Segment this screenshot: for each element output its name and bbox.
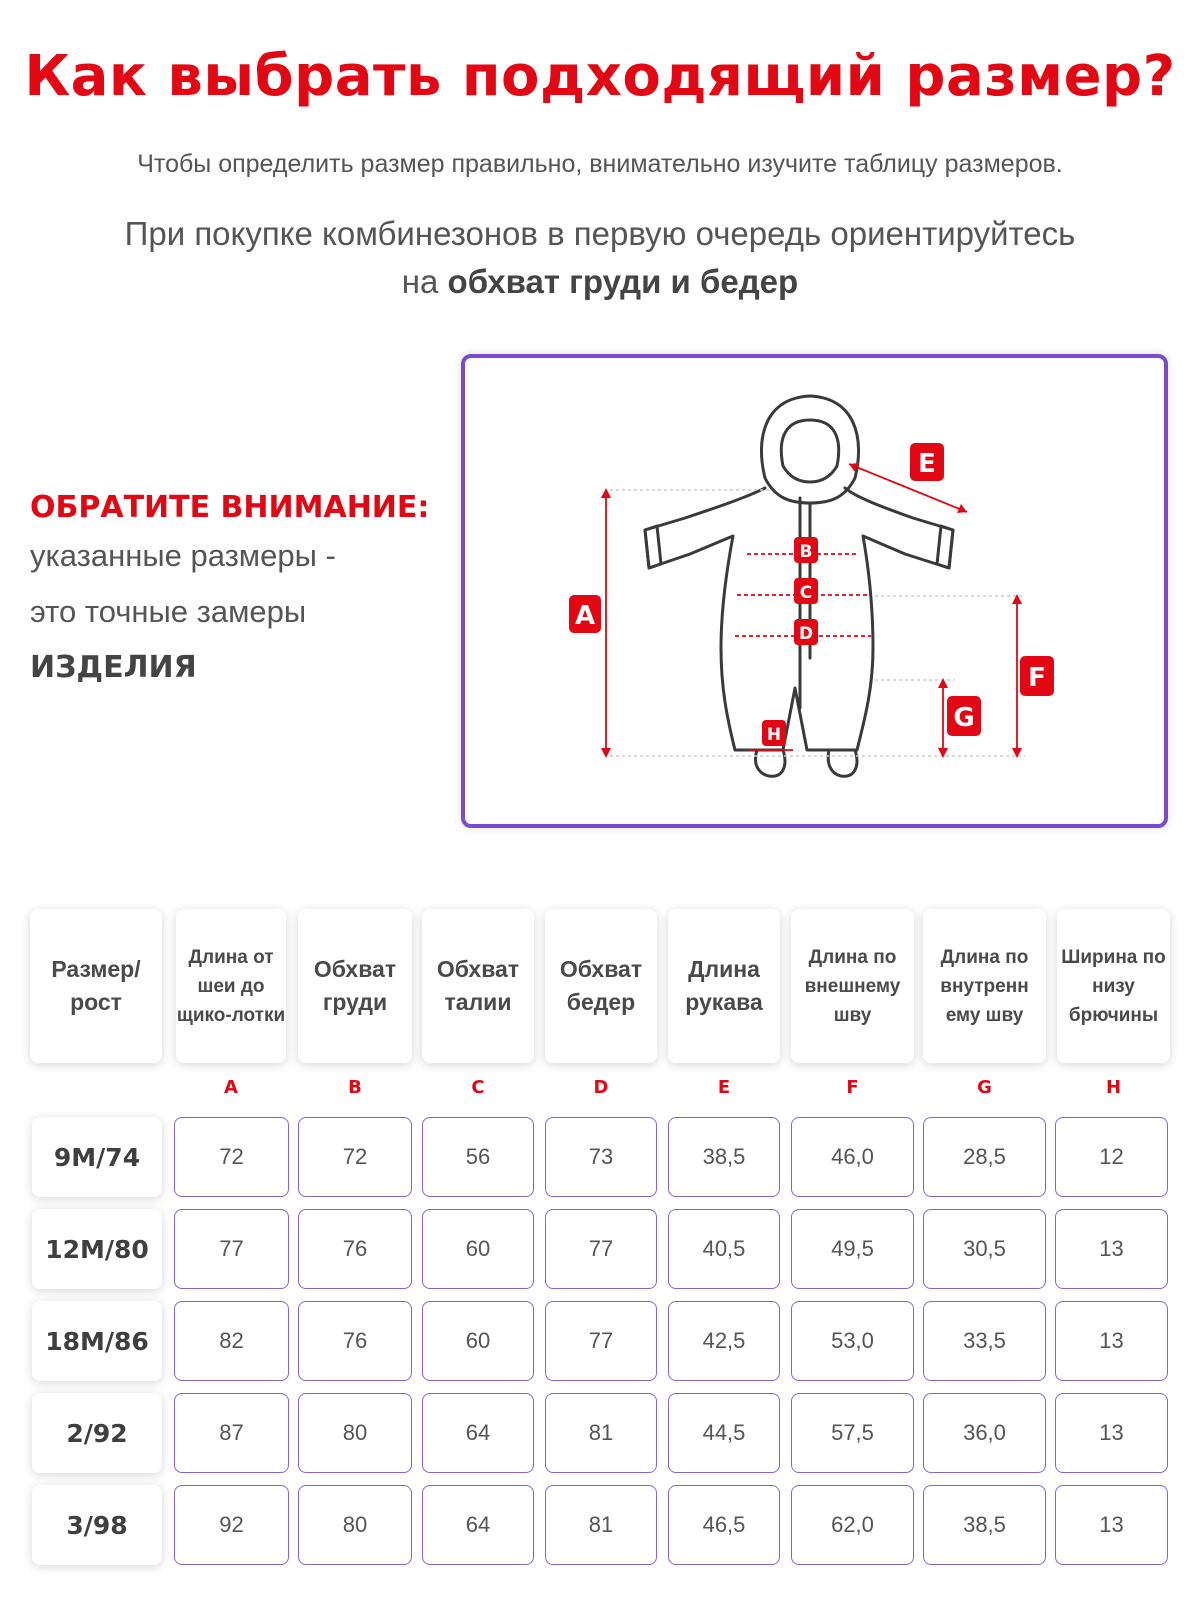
table-cell: 13 <box>1055 1485 1168 1565</box>
badge-h: H <box>766 725 782 745</box>
table-cell: 49,5 <box>791 1209 914 1289</box>
table-cell: 92 <box>174 1485 289 1565</box>
line-e <box>849 464 967 512</box>
row-size-label: 9M/74 <box>32 1117 162 1197</box>
page-title: Как выбрать подходящий размер? <box>24 44 1176 109</box>
letter-b: B <box>348 1077 362 1098</box>
left-cuff <box>645 526 661 568</box>
letter-g: G <box>977 1077 992 1098</box>
table-cell: 77 <box>545 1209 657 1289</box>
table-cell: 53,0 <box>791 1301 914 1381</box>
table-cell: 64 <box>422 1485 534 1565</box>
letter-a: A <box>224 1077 238 1098</box>
table-cell: 60 <box>422 1301 534 1381</box>
header-outer-seam: Длина по внешнему шву <box>791 909 914 1063</box>
letter-f: F <box>846 1077 859 1098</box>
table-cell: 72 <box>298 1117 412 1197</box>
table-cell: 81 <box>545 1393 657 1473</box>
table-cell: 72 <box>174 1117 289 1197</box>
table-cell: 77 <box>174 1209 289 1289</box>
row-size-label: 12M/80 <box>32 1209 162 1289</box>
notice-heading: ОБРАТИТЕ ВНИМАНИЕ: <box>30 490 430 525</box>
table-cell: 36,0 <box>923 1393 1046 1473</box>
table-cell: 46,5 <box>668 1485 780 1565</box>
table-cell: 38,5 <box>923 1485 1046 1565</box>
table-cell: 40,5 <box>668 1209 780 1289</box>
table-cell: 28,5 <box>923 1117 1046 1197</box>
row-size-label: 18M/86 <box>32 1301 162 1381</box>
table-cell: 76 <box>298 1209 412 1289</box>
table-cell: 30,5 <box>923 1209 1046 1289</box>
table-cell: 82 <box>174 1301 289 1381</box>
intro-text-2-line-a: При покупке комбинезонов в первую очередь ориентируйтесь <box>124 215 1076 252</box>
header-hips: Обхват бедер <box>545 909 657 1063</box>
letter-e: E <box>717 1077 731 1098</box>
letter-h: H <box>1105 1077 1122 1098</box>
table-cell: 13 <box>1055 1393 1168 1473</box>
badge-f: F <box>1028 663 1046 693</box>
table-cell: 64 <box>422 1393 534 1473</box>
table-cell: 62,0 <box>791 1485 914 1565</box>
table-cell: 80 <box>298 1485 412 1565</box>
table-cell: 87 <box>174 1393 289 1473</box>
notice-emphasis: ИЗДЕЛИЯ <box>30 650 197 685</box>
badge-d: D <box>798 624 814 644</box>
table-cell: 44,5 <box>668 1393 780 1473</box>
table-cell: 57,5 <box>791 1393 914 1473</box>
badge-e: E <box>918 449 936 479</box>
table-cell: 12 <box>1055 1117 1168 1197</box>
header-inner-seam: Длина по внутренн ему шву <box>923 909 1046 1063</box>
table-cell: 13 <box>1055 1209 1168 1289</box>
table-cell: 33,5 <box>923 1301 1046 1381</box>
intro-text-1: Чтобы определить размер правильно, внимательно изучите таблицу размеров. <box>137 150 1063 178</box>
badge-g: G <box>953 703 975 733</box>
table-cell: 81 <box>545 1485 657 1565</box>
header-chest: Обхват груди <box>298 909 412 1063</box>
table-cell: 77 <box>545 1301 657 1381</box>
badge-c: C <box>799 583 813 603</box>
row-size-label: 3/98 <box>32 1485 162 1565</box>
header-hem-width: Ширина по низу брючины <box>1057 909 1170 1063</box>
intro-text-2-line-b <box>0 258 1200 306</box>
table-cell: 60 <box>422 1209 534 1289</box>
header-waist: Обхват талии <box>422 909 534 1063</box>
notice-block <box>30 488 450 696</box>
table-cell: 13 <box>1055 1301 1168 1381</box>
intro-prefix: на <box>401 263 439 300</box>
intro-text-2 <box>0 210 1200 306</box>
header-sleeve: Длина рукава <box>668 909 780 1063</box>
left-boot <box>756 750 785 776</box>
hood-face <box>781 420 838 482</box>
table-cell: 46,0 <box>791 1117 914 1197</box>
right-boot <box>828 750 857 776</box>
notice-line-2: это точные замеры <box>30 594 307 629</box>
right-cuff <box>937 526 953 568</box>
table-cell: 38,5 <box>668 1117 780 1197</box>
table-cell: 80 <box>298 1393 412 1473</box>
measurement-diagram <box>461 354 1168 828</box>
table-cell: 76 <box>298 1301 412 1381</box>
header-neck-ankle: Длина от шеи до щико-лотки <box>176 909 286 1063</box>
intro-emphasis: обхват груди и бедер <box>447 263 799 300</box>
notice-line-1: указанные размеры - <box>30 538 336 573</box>
measure-badges <box>569 443 1054 746</box>
table-cell: 73 <box>545 1117 657 1197</box>
letter-d: D <box>593 1077 609 1098</box>
letter-c: C <box>471 1077 485 1098</box>
header-size: Размер/ рост <box>30 909 162 1063</box>
badge-b: B <box>799 542 813 562</box>
badge-a: A <box>574 601 596 631</box>
table-cell: 56 <box>422 1117 534 1197</box>
row-size-label: 2/92 <box>32 1393 162 1473</box>
table-cell: 42,5 <box>668 1301 780 1381</box>
jumpsuit-drawing <box>465 358 1164 824</box>
